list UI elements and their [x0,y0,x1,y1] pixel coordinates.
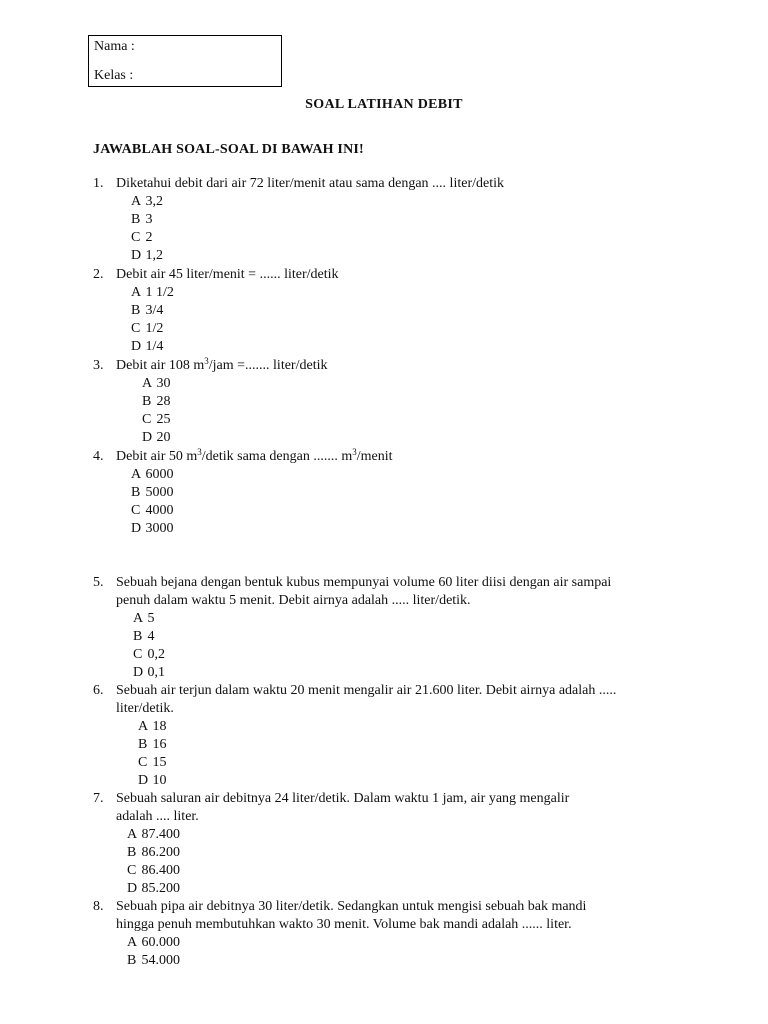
option-b: B 3 [131,212,153,227]
option-d: D 85.200 [127,881,180,896]
question-3 [93,357,683,447]
option-d: D 3000 [131,521,174,536]
option-a: A 87.400 [127,827,180,842]
option-c: C 25 [142,412,171,427]
option-a: A 60.000 [127,935,180,950]
option-c: C 4000 [131,503,174,518]
option-b: B 4 [133,629,155,644]
question-6 [93,682,683,790]
question-number: 2. [93,267,104,282]
option-a: A 30 [142,376,171,391]
option-a: A 5 [133,611,155,626]
question-text-line-2: penuh dalam waktu 5 menit. Debit airnya adalah ..... liter/detik. [116,593,471,608]
page-title: SOAL LATIHAN DEBIT [305,97,463,112]
option-b: B 28 [142,394,171,409]
question-5 [93,574,683,682]
option-d: D 1/4 [131,339,164,354]
option-c: C 15 [138,755,167,770]
question-number: 4. [93,449,104,464]
question-text-line-1: Sebuah pipa air debitnya 30 liter/detik. Sedangkan untuk mengisi sebuah bak mandi [116,899,587,914]
options-list [131,466,683,538]
question-text: Diketahui debit dari air 72 liter/menit atau sama dengan .... liter/detik [116,176,504,191]
question-text: Debit air 45 liter/menit = ...... liter/detik [116,267,339,282]
option-a: A 6000 [131,467,174,482]
question-text: Debit air 108 $m^3$/jam =....... liter/detik [116,356,328,373]
question-8 [93,898,683,970]
option-b: B 54.000 [127,953,180,968]
question-text-line-1: Sebuah air terjun dalam waktu 20 menit mengalir air 21.600 liter. Debit airnya adalah ..... [116,683,617,698]
question-number: 5. [93,575,104,590]
question-text-line-2: hingga penuh membutuhkan wakto 30 menit. Volume bak mandi adalah ...... liter. [116,917,572,932]
option-d: D 0,1 [133,665,165,680]
question-4 [93,448,683,538]
option-b: B 5000 [131,485,174,500]
options-list [131,193,683,265]
question-text-line-1: Sebuah bejana dengan bentuk kubus mempunyai volume 60 liter diisi dengan air sampai [116,575,612,590]
option-d: D 1,2 [131,248,163,263]
option-a: A 3,2 [131,194,163,209]
options-list [138,718,683,790]
question-text-line-2: liter/detik. [116,701,174,716]
options-list [127,934,683,970]
identity-box [88,35,282,87]
question-text-line-1: Sebuah saluran air debitnya 24 liter/detik. Dalam waktu 1 jam, air yang mengalir [116,791,570,806]
options-list [142,375,683,447]
option-c: C 2 [131,230,153,245]
options-list [127,826,683,898]
option-c: C 1/2 [131,321,164,336]
question-7 [93,790,683,898]
question-number: 8. [93,899,104,914]
instruction: JAWABLAH SOAL-SOAL DI BAWAH INI! [93,142,364,157]
option-b: B 86.200 [127,845,180,860]
options-list [133,610,683,682]
kelas-label: Kelas : [94,68,134,83]
option-a: A 1 1/2 [131,285,174,300]
option-a: A 18 [138,719,167,734]
nama-label: Nama : [94,39,135,54]
option-c: C 86.400 [127,863,180,878]
question-1 [93,175,683,265]
question-number: 1. [93,176,104,191]
option-d: D 20 [142,430,171,445]
question-text: Debit air 50 $m^3$/detik sama dengan ....... $m^3$/menit [116,447,393,464]
question-number: 3. [93,358,104,373]
option-d: D 10 [138,773,167,788]
option-c: C 0,2 [133,647,165,662]
question-number: 6. [93,683,104,698]
question-text-line-2: adalah .... liter. [116,809,199,824]
question-number: 7. [93,791,104,806]
question-2 [93,266,683,356]
option-b: B 16 [138,737,167,752]
option-b: B 3/4 [131,303,164,318]
options-list [131,284,683,356]
